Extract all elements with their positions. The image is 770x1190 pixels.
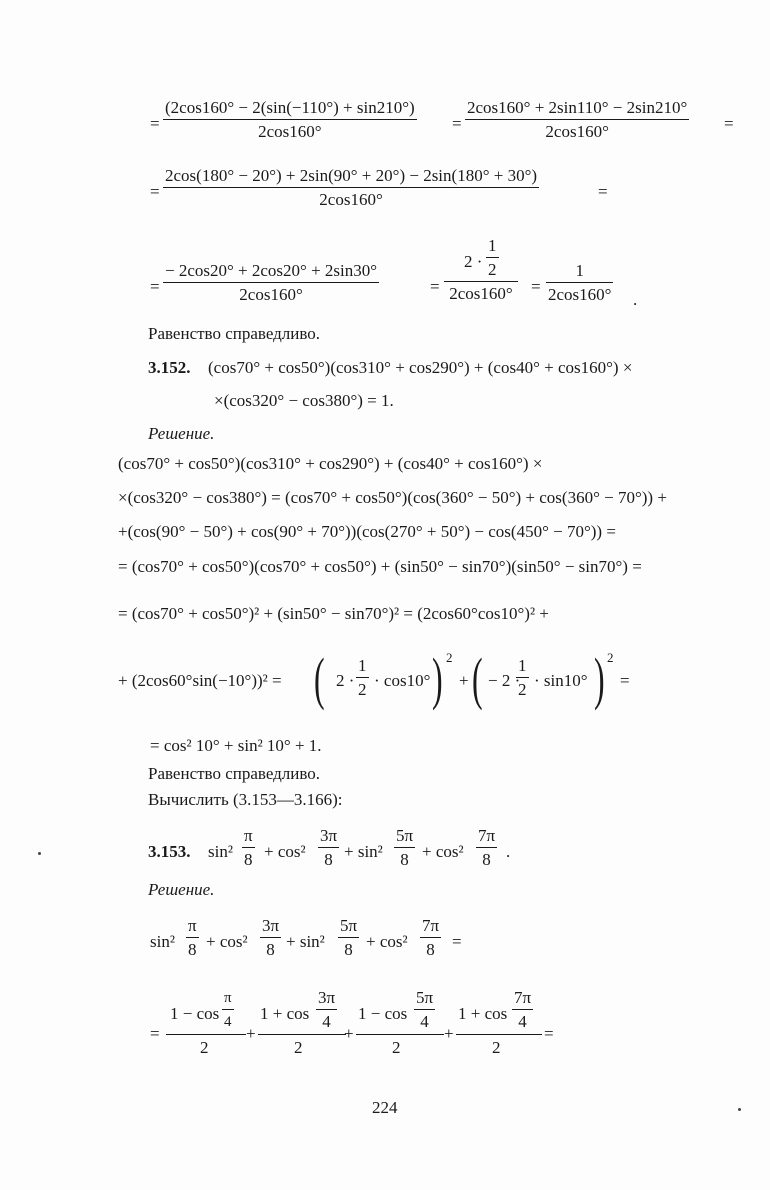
period: . — [506, 842, 511, 861]
fraction-bar — [444, 281, 518, 282]
fraction-denominator: 4 — [518, 1012, 527, 1031]
fraction-bar — [260, 937, 281, 938]
fraction-numerator: 1 − cos — [170, 1004, 220, 1023]
fraction-numerator: 1 − cos — [358, 1004, 408, 1023]
fraction-numerator: 1 — [488, 236, 497, 255]
equals-sign: = — [531, 277, 541, 296]
fraction-denominator: 2 — [492, 1038, 501, 1057]
fraction-2 — [465, 98, 689, 142]
fraction-bar — [242, 847, 255, 848]
fraction-denominator: 8 — [344, 940, 353, 959]
solution-line: ×(cos320° − cos380°) = (cos70° + cos50°)(cos(360° − 50°) + cos(360° − 70°)) + — [118, 488, 667, 507]
equals-sign: = — [620, 671, 630, 690]
fraction-term — [186, 916, 199, 960]
coefficient: − 2 · — [488, 671, 521, 690]
fraction-denominator: 2 — [294, 1038, 303, 1057]
problem-number: 3.152. — [148, 358, 191, 377]
fraction-bar — [186, 937, 199, 938]
fraction-denominator: 2 — [200, 1038, 209, 1057]
fraction-denominator: 2 — [392, 1038, 401, 1057]
function-name: + cos² — [264, 842, 306, 861]
left-paren: ( — [472, 646, 483, 711]
scan-speck — [38, 852, 41, 855]
fraction-denominator: 8 — [244, 850, 253, 869]
plus-sign: + — [344, 1024, 354, 1043]
function-name: + cos² — [206, 932, 248, 951]
equals-sign: = — [150, 182, 160, 201]
function-name: + cos² — [366, 932, 408, 951]
fraction-bar — [414, 1009, 435, 1010]
equals-sign: = — [150, 277, 160, 296]
fraction-denominator: 2cos160° — [239, 285, 303, 304]
solution-line: +(cos(90° − 50°) + cos(90° + 70°))(cos(270° + 50°) − cos(450° − 70°)) = — [118, 522, 616, 541]
fraction-denominator: 4 — [224, 1014, 232, 1030]
fraction-numerator: 1 — [518, 656, 527, 675]
fraction-6 — [546, 261, 613, 305]
fraction-bar — [356, 1034, 444, 1035]
problem-statement-line: (cos70° + cos50°)(cos310° + cos290°) + (cos40° + cos160°) × — [208, 358, 633, 377]
fraction-bar — [420, 937, 441, 938]
fraction-denominator: 2cos160° — [258, 122, 322, 141]
fraction-4 — [163, 261, 379, 305]
fraction-denominator: 2 — [488, 260, 497, 279]
fraction-bar — [465, 119, 689, 120]
fraction-term — [318, 826, 339, 870]
equals-sign: = — [430, 277, 440, 296]
equals-sign: = — [724, 114, 734, 133]
inner-fraction — [316, 988, 337, 1032]
section-heading: Вычислить (3.153—3.166): — [148, 790, 343, 809]
fraction-numerator: 3π — [262, 916, 280, 935]
fraction-term — [394, 826, 415, 870]
term: · cos10° — [374, 671, 431, 690]
fraction-term — [242, 826, 255, 870]
right-paren: ) — [594, 646, 605, 711]
fraction-denominator: 8 — [400, 850, 409, 869]
fraction-denominator: 2 — [518, 680, 527, 699]
fraction-bar — [258, 1034, 346, 1035]
fraction-denominator: 8 — [188, 940, 197, 959]
conclusion-text: Равенство справедливо. — [148, 764, 321, 783]
scan-speck — [738, 1108, 741, 1111]
problem-statement-line: ×(cos320° − cos380°) = 1. — [214, 391, 394, 410]
fraction-numerator: 1 + cos — [260, 1004, 310, 1023]
page-number: 224 — [372, 1098, 398, 1117]
fraction-numerator: 2cos(180° − 20°) + 2sin(90° + 20°) − 2sin(180° + 30°) — [165, 166, 538, 185]
coefficient: 2 · — [336, 671, 355, 690]
fraction-numerator: 1 — [575, 261, 584, 280]
fraction-numerator: 7π — [478, 826, 496, 845]
function-name: + sin² — [286, 932, 325, 951]
fraction-numerator: π — [244, 826, 253, 845]
function-name: sin² — [150, 932, 175, 951]
solution-label: Решение. — [148, 424, 215, 443]
function-name: + sin² — [344, 842, 383, 861]
fraction-5 — [444, 238, 518, 304]
inner-fraction — [356, 656, 369, 700]
equals-sign: = — [452, 114, 462, 133]
fraction-bar — [512, 1009, 533, 1010]
inner-fraction — [512, 988, 533, 1032]
fraction-denominator: 4 — [322, 1012, 331, 1031]
fraction-denominator: 2cos160° — [449, 284, 513, 303]
fraction-numerator: 2cos160° + 2sin110° − 2sin210° — [467, 98, 688, 117]
plus-sign: + — [459, 671, 469, 690]
fraction-bar — [356, 677, 369, 678]
term: · sin10° — [534, 671, 588, 690]
fraction-bar — [166, 1034, 246, 1035]
plus-sign: + — [444, 1024, 454, 1043]
fraction-denominator: 2cos160° — [545, 122, 609, 141]
fraction-term — [338, 916, 359, 960]
conclusion-text: Равенство справедливо. — [148, 324, 321, 343]
fraction-numerator: 7π — [514, 988, 532, 1007]
fraction-numerator: 1 — [358, 656, 367, 675]
fraction-term — [476, 826, 497, 870]
equals-sign: = — [452, 932, 462, 951]
solution-line: = (cos70° + cos50°)(cos70° + cos50°) + (sin50° − sin70°)(sin50° − sin70°) = — [118, 557, 642, 576]
fraction-3 — [163, 166, 539, 210]
whole-part: 2 · — [464, 252, 483, 271]
inner-fraction — [516, 656, 529, 700]
inner-fraction — [222, 988, 234, 1032]
fraction-denominator: 2cos160° — [319, 190, 383, 209]
solution-line: = cos² 10° + sin² 10° + 1. — [150, 736, 322, 755]
problem-number: 3.153. — [148, 842, 191, 861]
fraction-denominator: 8 — [266, 940, 275, 959]
solution-line: + (2cos60°sin(−10°))² = — [118, 671, 282, 690]
solution-label: Решение. — [148, 880, 215, 899]
function-name: + cos² — [422, 842, 464, 861]
fraction-bar — [222, 1009, 234, 1010]
solution-line: = (cos70° + cos50°)² + (sin50° − sin70°)² = (2cos60°cos10°)² + — [118, 604, 549, 623]
fraction-bar — [394, 847, 415, 848]
inner-fraction — [486, 236, 499, 280]
fraction-bar — [163, 187, 539, 188]
solution-line: (cos70° + cos50°)(cos310° + cos290°) + (cos40° + cos160°) × — [118, 454, 543, 473]
fraction-numerator: 3π — [318, 988, 336, 1007]
fraction-denominator: 4 — [420, 1012, 429, 1031]
fraction-bar — [546, 282, 613, 283]
fraction-term — [260, 916, 281, 960]
equals-sign: = — [598, 182, 608, 201]
fraction-bar — [318, 847, 339, 848]
equals-sign: = — [544, 1024, 554, 1043]
equals-sign: = — [150, 1024, 160, 1043]
inner-fraction — [414, 988, 435, 1032]
fraction-bar — [163, 282, 379, 283]
fraction-denominator: 8 — [426, 940, 435, 959]
fraction-numerator: 3π — [320, 826, 338, 845]
fraction-numerator: 7π — [422, 916, 440, 935]
fraction-numerator: 5π — [396, 826, 414, 845]
exponent: 2 — [446, 650, 453, 665]
fraction-numerator: π — [188, 916, 197, 935]
fraction-1 — [163, 98, 417, 142]
plus-sign: + — [246, 1024, 256, 1043]
period: . — [633, 290, 638, 309]
equals-sign: = — [150, 114, 160, 133]
fraction-numerator: 5π — [416, 988, 434, 1007]
fraction-bar — [456, 1034, 542, 1035]
exponent: 2 — [607, 650, 614, 665]
fraction-denominator: 8 — [324, 850, 333, 869]
function-name: sin² — [208, 842, 233, 861]
fraction-denominator: 8 — [482, 850, 491, 869]
fraction-term — [420, 916, 441, 960]
fraction-numerator: 1 + cos — [458, 1004, 508, 1023]
fraction-bar — [476, 847, 497, 848]
fraction-bar — [316, 1009, 337, 1010]
fraction-numerator: 5π — [340, 916, 358, 935]
fraction-numerator: (2cos160° − 2(sin(−110°) + sin210°) — [165, 98, 415, 117]
right-paren: ) — [432, 646, 443, 711]
fraction-denominator: 2cos160° — [548, 285, 612, 304]
fraction-denominator: 2 — [358, 680, 367, 699]
fraction-numerator: − 2cos20° + 2cos20° + 2sin30° — [165, 261, 378, 280]
fraction-numerator: π — [224, 990, 232, 1006]
fraction-numerator — [444, 238, 518, 280]
fraction-bar — [163, 119, 417, 120]
fraction-bar — [338, 937, 359, 938]
fraction-bar — [486, 257, 499, 258]
fraction-bar — [516, 677, 529, 678]
left-paren: ( — [314, 646, 325, 711]
